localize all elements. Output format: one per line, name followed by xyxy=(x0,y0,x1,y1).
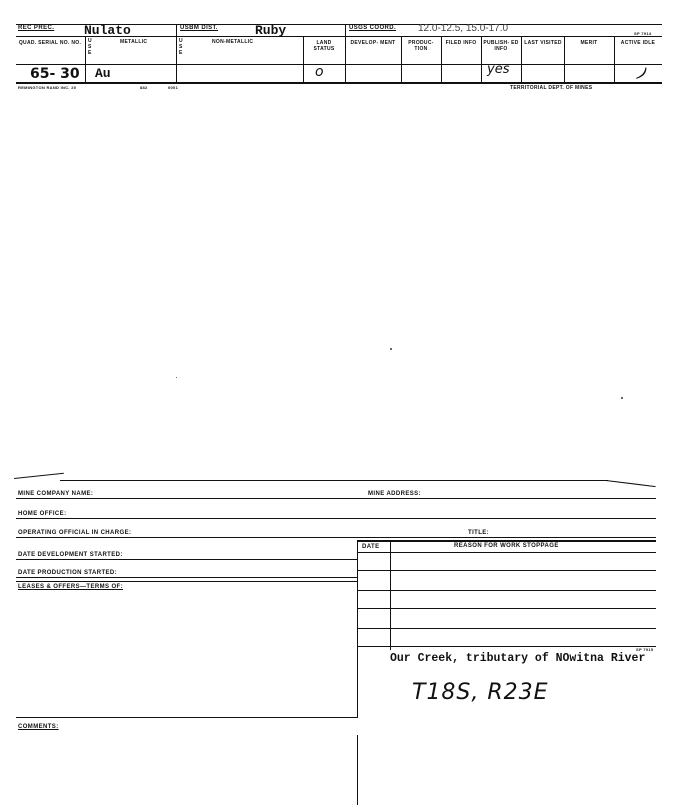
rec-prec-value: Nulato xyxy=(84,23,131,38)
printer-code-2: 0001 xyxy=(168,85,179,90)
location-note: Our Creek, tributary of NOwitna River xyxy=(390,652,646,665)
usbm-dist-value: Ruby xyxy=(255,23,287,38)
header-filed-info: FILED INFO xyxy=(445,40,477,46)
home-office-label: HOME OFFICE: xyxy=(18,511,67,517)
operating-official-label: OPERATING OFFICIAL IN CHARGE: xyxy=(18,530,132,536)
header-land-status: LAND STATUS xyxy=(313,40,335,52)
usgs-coord-value: 12.0-12.5, 15.0-17.0 xyxy=(418,23,509,34)
header-use-1: U S E xyxy=(88,38,92,56)
date-production-label: DATE PRODUCTION STARTED: xyxy=(18,570,118,576)
title-label: TITLE: xyxy=(468,530,490,536)
active-idle-value: ) xyxy=(635,63,651,84)
mine-address-label: MINE ADDRESS: xyxy=(368,491,421,497)
township-range-note: T18S, R23E xyxy=(412,680,549,705)
header-use-2: U S E xyxy=(179,38,183,56)
header-production: PRODUC- TION xyxy=(408,40,434,52)
form-number: SP 7914 xyxy=(634,31,652,36)
territorial-dept: TERRITORIAL DEPT. OF MINES xyxy=(510,85,593,91)
header-active-idle: ACTIVE IDLE xyxy=(620,40,656,46)
reason-header: REASON FOR WORK STOPPAGE xyxy=(454,543,559,549)
date-development-label: DATE DEVELOPMENT STARTED: xyxy=(18,552,123,558)
speck xyxy=(390,348,392,350)
comments-label: COMMENTS: xyxy=(18,724,59,730)
header-non-metallic: NON-METALLIC xyxy=(212,39,254,45)
printer-imprint: REMINGTON RAND INC. 20 xyxy=(18,85,77,90)
metallic-value: Au xyxy=(95,66,111,81)
form-number-2: SP 7915 xyxy=(636,647,654,652)
header-merit: MERIT xyxy=(580,40,598,46)
published-value: yes xyxy=(487,62,510,77)
header-last-visited: LAST VISITED xyxy=(524,40,562,46)
land-status-value: o xyxy=(315,64,324,80)
printer-code-1: 882 xyxy=(140,85,148,90)
quad-serial-value: 65- 30 xyxy=(30,66,80,82)
speck xyxy=(621,397,623,399)
usbm-dist-label: USBM DIST. xyxy=(180,25,219,31)
header-published-info: PUBLISH- ED INFO xyxy=(483,40,519,52)
rec-prec-label: REC PREC. xyxy=(18,25,55,31)
mine-company-label: MINE COMPANY NAME: xyxy=(18,491,94,497)
leases-offers-label: LEASES & OFFERS—TERMS OF: xyxy=(18,584,124,590)
speck xyxy=(176,377,177,378)
date-header: DATE xyxy=(362,544,380,550)
header-development: DEVELOP- MENT xyxy=(350,40,396,46)
usgs-coord-label: USGS COORD. xyxy=(349,25,397,31)
header-metallic: METALLIC xyxy=(120,39,148,45)
header-quad-serial: QUAD. SERIAL NO. NO. xyxy=(18,40,82,46)
